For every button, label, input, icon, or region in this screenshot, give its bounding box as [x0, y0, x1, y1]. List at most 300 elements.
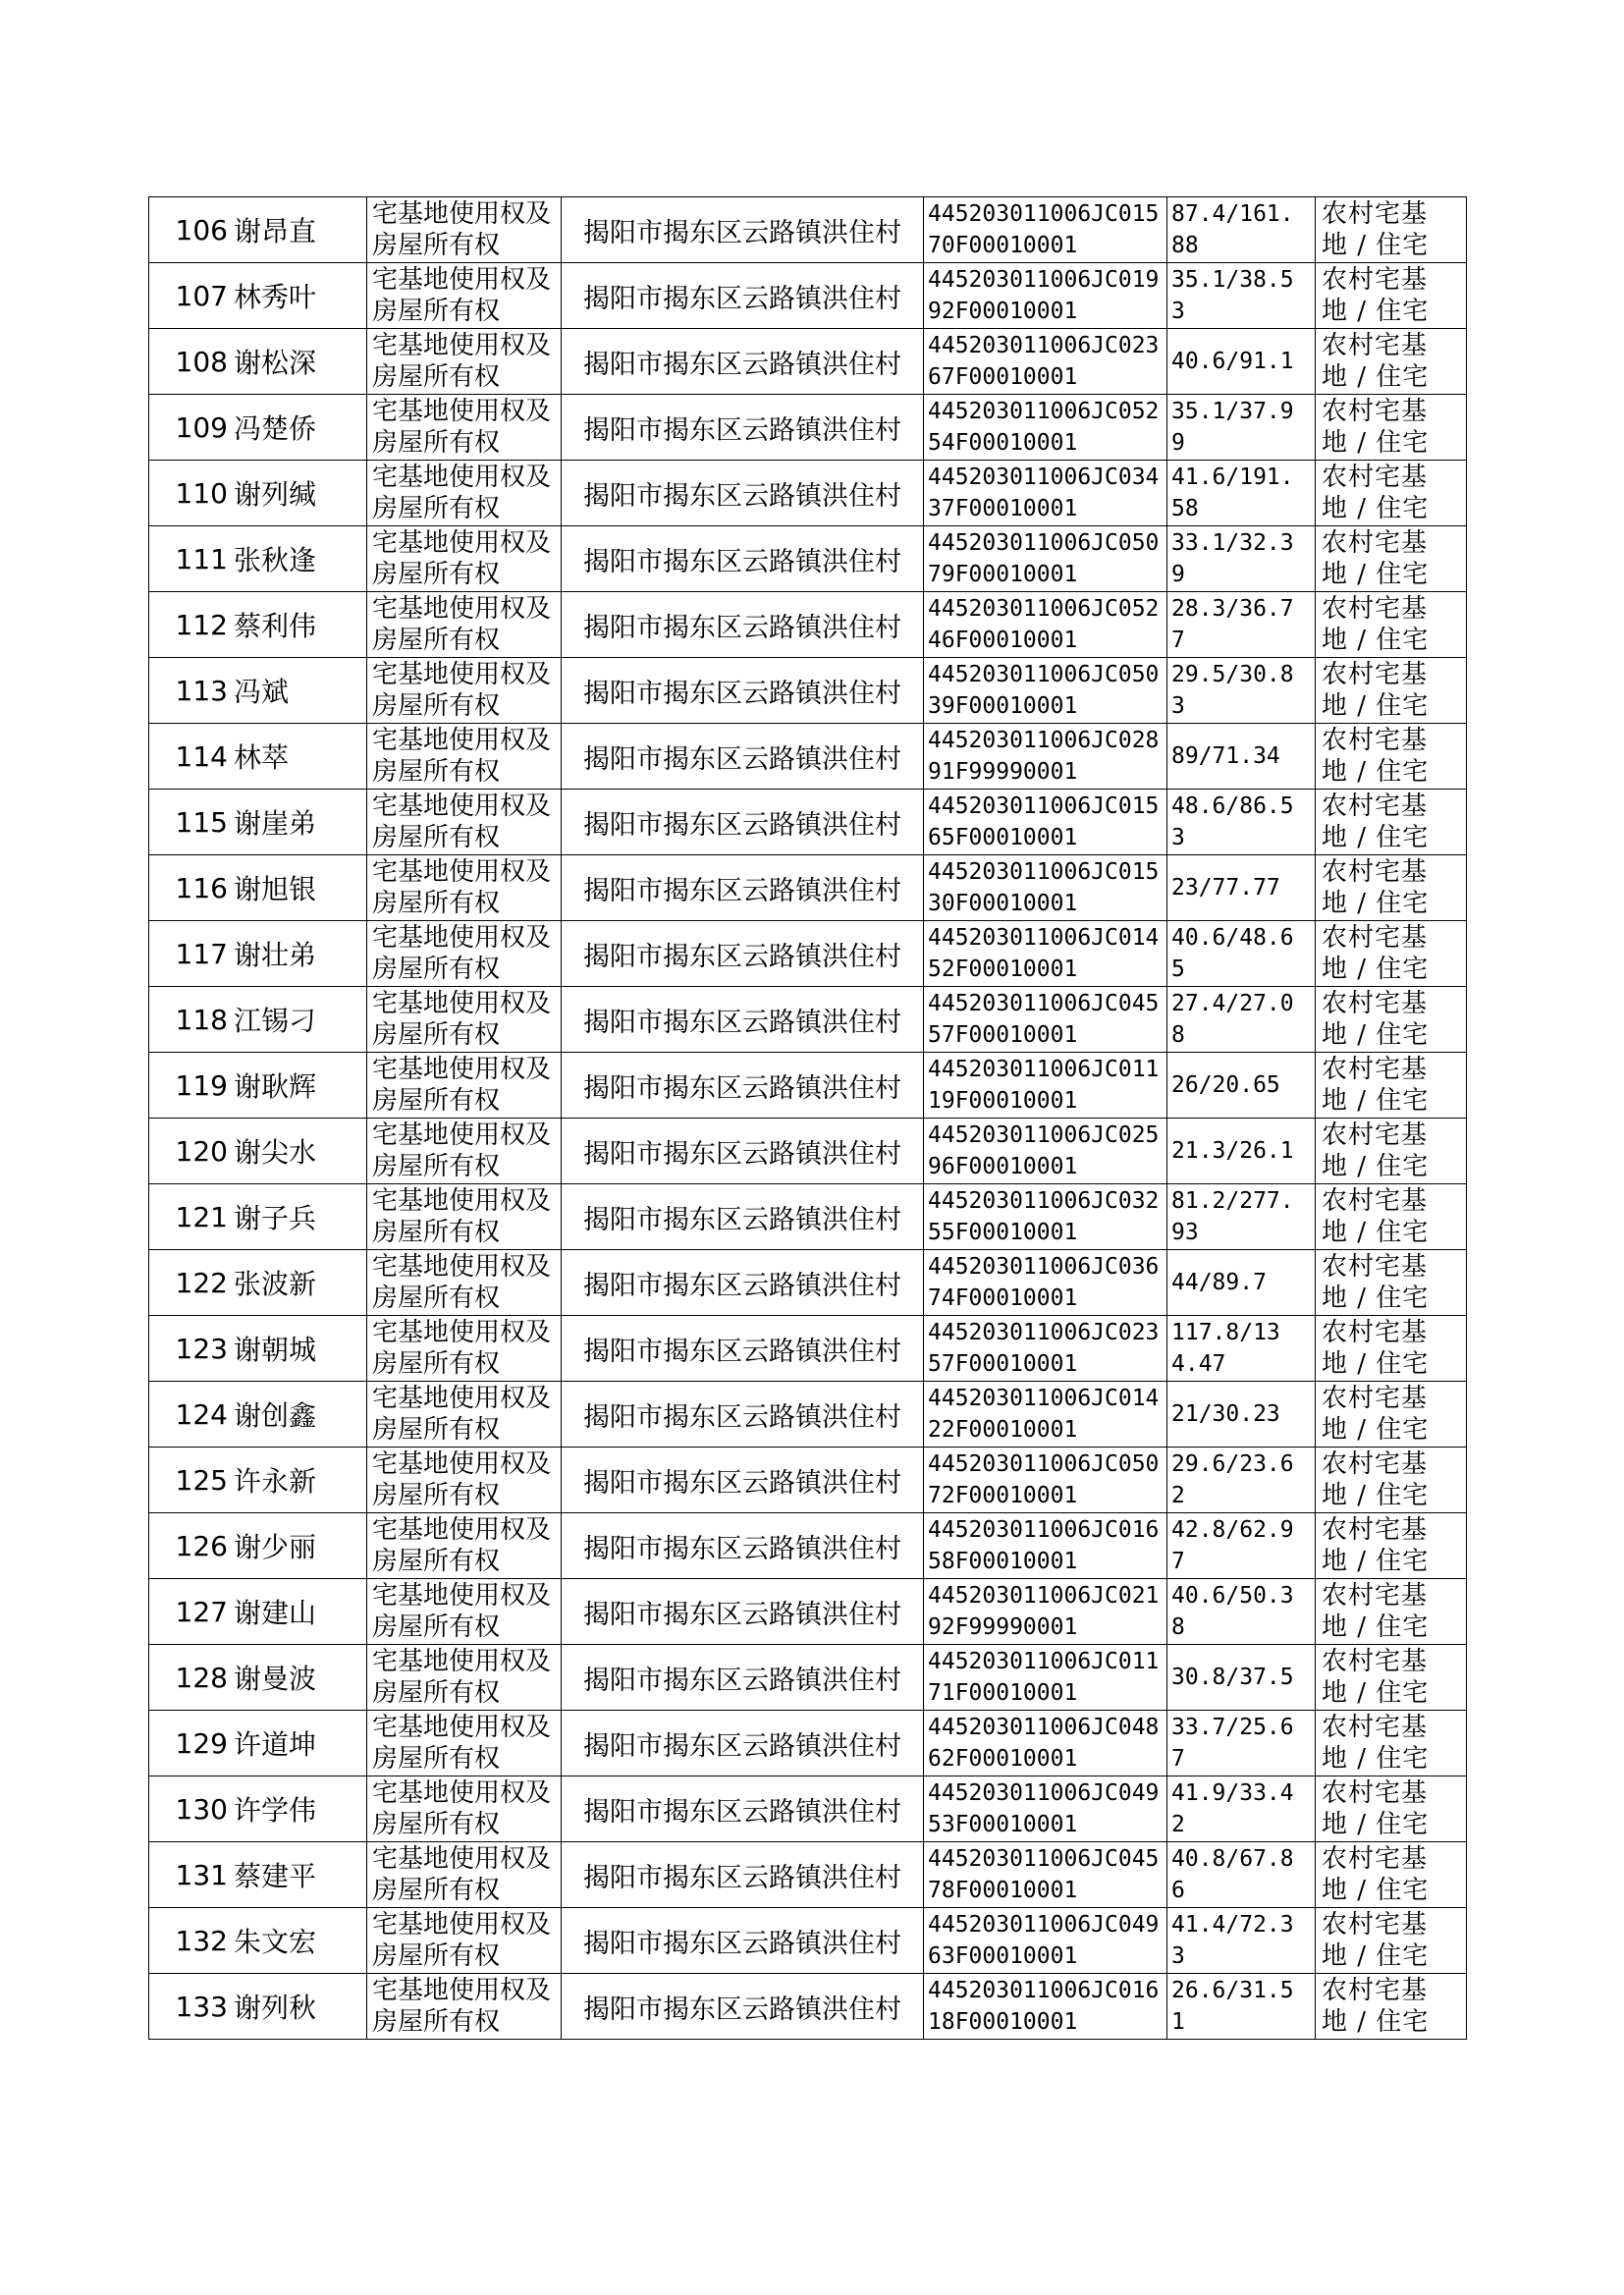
- location-cell: 揭阳市揭东区云路镇洪住村: [562, 461, 924, 526]
- owner-name-cell: 许道坤: [231, 1711, 367, 1776]
- unit-code-text: 445203011006JC02891F99990001: [928, 728, 1160, 785]
- row-number-cell: 124: [149, 1382, 232, 1448]
- row-number-cell: 133: [149, 1974, 232, 2040]
- area-text: 21.3/26.1: [1171, 1138, 1294, 1164]
- land-use-text: 农村宅基地 / 住宅: [1322, 1186, 1430, 1247]
- land-use-cell: [1316, 790, 1467, 855]
- unit-code-cell: [924, 329, 1167, 395]
- row-number-cell: 108: [149, 329, 232, 395]
- unit-code-text: 445203011006JC05072F00010001: [928, 1451, 1160, 1508]
- row-number-cell: 120: [149, 1119, 232, 1184]
- owner-name-cell: 谢崖弟: [231, 790, 367, 855]
- unit-code-cell: [924, 1711, 1167, 1776]
- table-row: [149, 1908, 1467, 1974]
- location-cell: 揭阳市揭东区云路镇洪住村: [562, 1908, 924, 1974]
- area-cell: [1167, 1316, 1316, 1382]
- row-number-cell: 113: [149, 658, 232, 724]
- table-row: [149, 1250, 1467, 1316]
- owner-name-cell: 许学伟: [231, 1776, 367, 1842]
- unit-code-cell: [924, 1513, 1167, 1579]
- land-use-text: 农村宅基地 / 住宅: [1322, 1055, 1430, 1116]
- table-row: [149, 1974, 1467, 2040]
- table-row: [149, 1711, 1467, 1776]
- owner-name-cell: 林萃: [231, 724, 367, 790]
- row-number-cell: 111: [149, 526, 232, 592]
- location-cell: 揭阳市揭东区云路镇洪住村: [562, 921, 924, 987]
- area-cell: [1167, 461, 1316, 526]
- area-text: 35.1/38.53: [1171, 267, 1294, 324]
- owner-name-cell: 蔡建平: [231, 1842, 367, 1908]
- area-cell: [1167, 197, 1316, 263]
- owner-name-cell: 许永新: [231, 1448, 367, 1513]
- area-text: 81.2/277.93: [1171, 1188, 1294, 1245]
- row-number-cell: 129: [149, 1711, 232, 1776]
- right-type-cell: 宅基地使用权及房屋所有权: [367, 790, 562, 855]
- area-text: 30.8/37.5: [1171, 1665, 1294, 1690]
- right-type-cell: 宅基地使用权及房屋所有权: [367, 461, 562, 526]
- registration-table: [148, 196, 1467, 2040]
- row-number-cell: 132: [149, 1908, 232, 1974]
- unit-code-cell: [924, 658, 1167, 724]
- owner-name-cell: 朱文宏: [231, 1908, 367, 1974]
- table-row: [149, 658, 1467, 724]
- right-type-cell: 宅基地使用权及房屋所有权: [367, 263, 562, 329]
- land-use-text: 农村宅基地 / 住宅: [1322, 989, 1430, 1050]
- unit-code-cell: [924, 1974, 1167, 2040]
- land-use-cell: [1316, 1711, 1467, 1776]
- unit-code-cell: [924, 1184, 1167, 1250]
- row-number-cell: 122: [149, 1250, 232, 1316]
- unit-code-cell: [924, 855, 1167, 921]
- row-number-cell: 107: [149, 263, 232, 329]
- land-use-text: 农村宅基地 / 住宅: [1322, 1778, 1430, 1839]
- area-text: 41.9/33.42: [1171, 1780, 1294, 1837]
- unit-code-cell: [924, 1316, 1167, 1382]
- land-use-text: 农村宅基地 / 住宅: [1322, 726, 1430, 787]
- location-cell: 揭阳市揭东区云路镇洪住村: [562, 263, 924, 329]
- owner-name-cell: 谢创鑫: [231, 1382, 367, 1448]
- area-text: 33.7/25.67: [1171, 1715, 1294, 1772]
- area-text: 33.1/32.39: [1171, 530, 1294, 587]
- land-use-cell: [1316, 921, 1467, 987]
- unit-code-text: 445203011006JC04862F00010001: [928, 1715, 1160, 1772]
- unit-code-cell: [924, 1842, 1167, 1908]
- area-cell: [1167, 1776, 1316, 1842]
- area-text: 26.6/31.51: [1171, 1978, 1294, 2035]
- land-use-text: 农村宅基地 / 住宅: [1322, 1844, 1430, 1905]
- area-text: 117.8/134.47: [1171, 1320, 1280, 1377]
- row-number-cell: 109: [149, 395, 232, 461]
- unit-code-text: 445203011006JC03674F00010001: [928, 1254, 1160, 1311]
- location-cell: 揭阳市揭东区云路镇洪住村: [562, 724, 924, 790]
- land-use-cell: [1316, 395, 1467, 461]
- unit-code-text: 445203011006JC02357F00010001: [928, 1320, 1160, 1377]
- area-cell: [1167, 1513, 1316, 1579]
- location-cell: 揭阳市揭东区云路镇洪住村: [562, 1448, 924, 1513]
- right-type-cell: 宅基地使用权及房屋所有权: [367, 526, 562, 592]
- land-use-text: 农村宅基地 / 住宅: [1322, 199, 1430, 260]
- table-row: [149, 1645, 1467, 1711]
- unit-code-text: 445203011006JC02192F99990001: [928, 1583, 1160, 1640]
- owner-name-cell: 谢建山: [231, 1579, 367, 1645]
- owner-name-cell: 谢尖水: [231, 1119, 367, 1184]
- location-cell: 揭阳市揭东区云路镇洪住村: [562, 855, 924, 921]
- row-number-cell: 126: [149, 1513, 232, 1579]
- unit-code-text: 445203011006JC01565F00010001: [928, 793, 1160, 850]
- land-use-text: 农村宅基地 / 住宅: [1322, 265, 1430, 326]
- row-number-cell: 112: [149, 592, 232, 658]
- area-cell: [1167, 1645, 1316, 1711]
- area-cell: [1167, 1448, 1316, 1513]
- location-cell: 揭阳市揭东区云路镇洪住村: [562, 1316, 924, 1382]
- area-text: 44/89.7: [1171, 1270, 1267, 1295]
- area-text: 42.8/62.97: [1171, 1517, 1294, 1574]
- table-row: [149, 1776, 1467, 1842]
- table-row: [149, 724, 1467, 790]
- area-text: 87.4/161.88: [1171, 201, 1294, 258]
- table-row: [149, 395, 1467, 461]
- table-row: [149, 1448, 1467, 1513]
- right-type-cell: 宅基地使用权及房屋所有权: [367, 1513, 562, 1579]
- unit-code-cell: [924, 1908, 1167, 1974]
- unit-code-cell: [924, 1776, 1167, 1842]
- table-row: [149, 263, 1467, 329]
- unit-code-cell: [924, 592, 1167, 658]
- table-row: [149, 461, 1467, 526]
- unit-code-text: 445203011006JC01452F00010001: [928, 925, 1160, 982]
- land-use-text: 农村宅基地 / 住宅: [1322, 1449, 1430, 1510]
- unit-code-cell: [924, 1250, 1167, 1316]
- unit-code-text: 445203011006JC02367F00010001: [928, 333, 1160, 390]
- table-row: [149, 1119, 1467, 1184]
- table-row: [149, 526, 1467, 592]
- row-number-cell: 127: [149, 1579, 232, 1645]
- unit-code-text: 445203011006JC01992F00010001: [928, 267, 1160, 324]
- land-use-cell: [1316, 461, 1467, 526]
- table-row: [149, 1053, 1467, 1119]
- land-use-cell: [1316, 1250, 1467, 1316]
- area-cell: [1167, 395, 1316, 461]
- area-text: 40.6/91.1: [1171, 349, 1294, 374]
- row-number-cell: 119: [149, 1053, 232, 1119]
- row-number-cell: 123: [149, 1316, 232, 1382]
- unit-code-cell: [924, 1579, 1167, 1645]
- table-row: [149, 1184, 1467, 1250]
- unit-code-text: 445203011006JC01119F00010001: [928, 1057, 1160, 1114]
- land-use-text: 农村宅基地 / 住宅: [1322, 1318, 1430, 1379]
- right-type-cell: 宅基地使用权及房屋所有权: [367, 1119, 562, 1184]
- owner-name-cell: 谢松深: [231, 329, 367, 395]
- right-type-cell: 宅基地使用权及房屋所有权: [367, 592, 562, 658]
- unit-code-text: 445203011006JC05079F00010001: [928, 530, 1160, 587]
- land-use-cell: [1316, 658, 1467, 724]
- table-row: [149, 1579, 1467, 1645]
- unit-code-text: 445203011006JC01570F00010001: [928, 201, 1160, 258]
- area-text: 29.5/30.83: [1171, 662, 1294, 719]
- owner-name-cell: 冯斌: [231, 658, 367, 724]
- area-cell: [1167, 1842, 1316, 1908]
- table-row: [149, 1842, 1467, 1908]
- area-cell: [1167, 1250, 1316, 1316]
- right-type-cell: 宅基地使用权及房屋所有权: [367, 1448, 562, 1513]
- area-cell: [1167, 1184, 1316, 1250]
- unit-code-cell: [924, 1053, 1167, 1119]
- land-use-text: 农村宅基地 / 住宅: [1322, 1515, 1430, 1576]
- unit-code-cell: [924, 461, 1167, 526]
- right-type-cell: 宅基地使用权及房屋所有权: [367, 1579, 562, 1645]
- owner-name-cell: 江锡刁: [231, 987, 367, 1053]
- right-type-cell: 宅基地使用权及房屋所有权: [367, 1316, 562, 1382]
- owner-name-cell: 谢曼波: [231, 1645, 367, 1711]
- land-use-cell: [1316, 987, 1467, 1053]
- area-text: 28.3/36.77: [1171, 596, 1294, 653]
- area-text: 23/77.77: [1171, 875, 1280, 901]
- location-cell: 揭阳市揭东区云路镇洪住村: [562, 1184, 924, 1250]
- land-use-text: 农村宅基地 / 住宅: [1322, 1976, 1430, 2037]
- land-use-cell: [1316, 197, 1467, 263]
- row-number-cell: 117: [149, 921, 232, 987]
- land-use-text: 农村宅基地 / 住宅: [1322, 331, 1430, 392]
- area-text: 41.6/191.58: [1171, 464, 1294, 521]
- unit-code-text: 445203011006JC01422F00010001: [928, 1386, 1160, 1443]
- land-use-text: 农村宅基地 / 住宅: [1322, 923, 1430, 984]
- owner-name-cell: 谢朝城: [231, 1316, 367, 1382]
- area-cell: [1167, 1119, 1316, 1184]
- land-use-text: 农村宅基地 / 住宅: [1322, 792, 1430, 852]
- unit-code-text: 445203011006JC01530F00010001: [928, 859, 1160, 916]
- right-type-cell: 宅基地使用权及房屋所有权: [367, 1776, 562, 1842]
- land-use-cell: [1316, 1053, 1467, 1119]
- owner-name-cell: 谢子兵: [231, 1184, 367, 1250]
- area-cell: [1167, 1382, 1316, 1448]
- row-number-cell: 116: [149, 855, 232, 921]
- area-cell: [1167, 987, 1316, 1053]
- unit-code-text: 445203011006JC01658F00010001: [928, 1517, 1160, 1574]
- area-text: 29.6/23.62: [1171, 1451, 1294, 1508]
- location-cell: 揭阳市揭东区云路镇洪住村: [562, 1776, 924, 1842]
- right-type-cell: 宅基地使用权及房屋所有权: [367, 329, 562, 395]
- location-cell: 揭阳市揭东区云路镇洪住村: [562, 658, 924, 724]
- area-cell: [1167, 263, 1316, 329]
- area-cell: [1167, 790, 1316, 855]
- row-number-cell: 128: [149, 1645, 232, 1711]
- unit-code-text: 445203011006JC05254F00010001: [928, 399, 1160, 456]
- location-cell: 揭阳市揭东区云路镇洪住村: [562, 395, 924, 461]
- right-type-cell: 宅基地使用权及房屋所有权: [367, 1645, 562, 1711]
- unit-code-cell: [924, 263, 1167, 329]
- right-type-cell: 宅基地使用权及房屋所有权: [367, 1711, 562, 1776]
- unit-code-cell: [924, 987, 1167, 1053]
- unit-code-text: 445203011006JC04578F00010001: [928, 1846, 1160, 1903]
- area-cell: [1167, 592, 1316, 658]
- land-use-cell: [1316, 1513, 1467, 1579]
- land-use-text: 农村宅基地 / 住宅: [1322, 528, 1430, 589]
- location-cell: 揭阳市揭东区云路镇洪住村: [562, 790, 924, 855]
- row-number-cell: 125: [149, 1448, 232, 1513]
- right-type-cell: 宅基地使用权及房屋所有权: [367, 1184, 562, 1250]
- right-type-cell: 宅基地使用权及房屋所有权: [367, 987, 562, 1053]
- area-text: 40.6/50.38: [1171, 1583, 1294, 1640]
- area-cell: [1167, 1053, 1316, 1119]
- unit-code-cell: [924, 790, 1167, 855]
- unit-code-text: 445203011006JC04557F00010001: [928, 991, 1160, 1048]
- land-use-text: 农村宅基地 / 住宅: [1322, 1910, 1430, 1971]
- location-cell: 揭阳市揭东区云路镇洪住村: [562, 1974, 924, 2040]
- area-cell: [1167, 329, 1316, 395]
- unit-code-text: 445203011006JC05039F00010001: [928, 662, 1160, 719]
- row-number-cell: 115: [149, 790, 232, 855]
- owner-name-cell: 蔡利伟: [231, 592, 367, 658]
- right-type-cell: 宅基地使用权及房屋所有权: [367, 1382, 562, 1448]
- unit-code-cell: [924, 921, 1167, 987]
- owner-name-cell: 谢耿辉: [231, 1053, 367, 1119]
- row-number-cell: 106: [149, 197, 232, 263]
- area-cell: [1167, 1974, 1316, 2040]
- location-cell: 揭阳市揭东区云路镇洪住村: [562, 1645, 924, 1711]
- land-use-cell: [1316, 1382, 1467, 1448]
- table-row: [149, 921, 1467, 987]
- location-cell: 揭阳市揭东区云路镇洪住村: [562, 526, 924, 592]
- land-use-cell: [1316, 1119, 1467, 1184]
- land-use-text: 农村宅基地 / 住宅: [1322, 1713, 1430, 1774]
- land-use-cell: [1316, 855, 1467, 921]
- table-row: [149, 1513, 1467, 1579]
- table-row: [149, 1316, 1467, 1382]
- land-use-cell: [1316, 1316, 1467, 1382]
- area-cell: [1167, 1711, 1316, 1776]
- unit-code-cell: [924, 1119, 1167, 1184]
- owner-name-cell: 谢少丽: [231, 1513, 367, 1579]
- land-use-text: 农村宅基地 / 住宅: [1322, 660, 1430, 721]
- land-use-cell: [1316, 1579, 1467, 1645]
- row-number-cell: 130: [149, 1776, 232, 1842]
- owner-name-cell: 谢列缄: [231, 461, 367, 526]
- right-type-cell: 宅基地使用权及房屋所有权: [367, 1842, 562, 1908]
- land-use-cell: [1316, 1842, 1467, 1908]
- location-cell: 揭阳市揭东区云路镇洪住村: [562, 1842, 924, 1908]
- owner-name-cell: 谢壮弟: [231, 921, 367, 987]
- unit-code-text: 445203011006JC03255F00010001: [928, 1188, 1160, 1245]
- unit-code-text: 445203011006JC01171F00010001: [928, 1649, 1160, 1706]
- area-text: 41.4/72.33: [1171, 1912, 1294, 1969]
- area-cell: [1167, 1908, 1316, 1974]
- table-body: [149, 197, 1467, 2040]
- owner-name-cell: 张秋逢: [231, 526, 367, 592]
- land-use-text: 农村宅基地 / 住宅: [1322, 857, 1430, 918]
- land-use-cell: [1316, 1908, 1467, 1974]
- unit-code-cell: [924, 1645, 1167, 1711]
- land-use-cell: [1316, 1776, 1467, 1842]
- right-type-cell: 宅基地使用权及房屋所有权: [367, 1053, 562, 1119]
- area-text: 26/20.65: [1171, 1072, 1280, 1098]
- unit-code-cell: [924, 197, 1167, 263]
- area-text: 48.6/86.53: [1171, 793, 1294, 850]
- land-use-cell: [1316, 263, 1467, 329]
- right-type-cell: 宅基地使用权及房屋所有权: [367, 658, 562, 724]
- land-use-cell: [1316, 526, 1467, 592]
- land-use-cell: [1316, 1448, 1467, 1513]
- location-cell: 揭阳市揭东区云路镇洪住村: [562, 197, 924, 263]
- unit-code-cell: [924, 1382, 1167, 1448]
- right-type-cell: 宅基地使用权及房屋所有权: [367, 921, 562, 987]
- area-cell: [1167, 724, 1316, 790]
- table-row: [149, 855, 1467, 921]
- unit-code-text: 445203011006JC02596F00010001: [928, 1122, 1160, 1179]
- land-use-cell: [1316, 724, 1467, 790]
- row-number-cell: 131: [149, 1842, 232, 1908]
- table-row: [149, 329, 1467, 395]
- land-use-text: 农村宅基地 / 住宅: [1322, 397, 1430, 458]
- area-text: 35.1/37.99: [1171, 399, 1294, 456]
- table-row: [149, 197, 1467, 263]
- unit-code-cell: [924, 1448, 1167, 1513]
- unit-code-text: 445203011006JC04963F00010001: [928, 1912, 1160, 1969]
- land-use-text: 农村宅基地 / 住宅: [1322, 1647, 1430, 1708]
- row-number-cell: 118: [149, 987, 232, 1053]
- land-use-cell: [1316, 1645, 1467, 1711]
- land-use-cell: [1316, 1184, 1467, 1250]
- owner-name-cell: 冯楚侨: [231, 395, 367, 461]
- location-cell: 揭阳市揭东区云路镇洪住村: [562, 1513, 924, 1579]
- table-row: [149, 592, 1467, 658]
- right-type-cell: 宅基地使用权及房屋所有权: [367, 1250, 562, 1316]
- right-type-cell: 宅基地使用权及房屋所有权: [367, 395, 562, 461]
- location-cell: 揭阳市揭东区云路镇洪住村: [562, 1053, 924, 1119]
- owner-name-cell: 谢昂直: [231, 197, 367, 263]
- right-type-cell: 宅基地使用权及房屋所有权: [367, 1908, 562, 1974]
- land-use-text: 农村宅基地 / 住宅: [1322, 463, 1430, 523]
- row-number-cell: 121: [149, 1184, 232, 1250]
- right-type-cell: 宅基地使用权及房屋所有权: [367, 1974, 562, 2040]
- location-cell: 揭阳市揭东区云路镇洪住村: [562, 592, 924, 658]
- unit-code-text: 445203011006JC04953F00010001: [928, 1780, 1160, 1837]
- right-type-cell: 宅基地使用权及房屋所有权: [367, 197, 562, 263]
- row-number-cell: 110: [149, 461, 232, 526]
- area-text: 89/71.34: [1171, 743, 1280, 769]
- area-cell: [1167, 855, 1316, 921]
- area-cell: [1167, 658, 1316, 724]
- land-use-cell: [1316, 329, 1467, 395]
- land-use-cell: [1316, 592, 1467, 658]
- location-cell: 揭阳市揭东区云路镇洪住村: [562, 1579, 924, 1645]
- right-type-cell: 宅基地使用权及房屋所有权: [367, 724, 562, 790]
- unit-code-text: 445203011006JC01618F00010001: [928, 1978, 1160, 2035]
- land-use-text: 农村宅基地 / 住宅: [1322, 1120, 1430, 1181]
- location-cell: 揭阳市揭东区云路镇洪住村: [562, 1711, 924, 1776]
- unit-code-text: 445203011006JC05246F00010001: [928, 596, 1160, 653]
- land-use-cell: [1316, 1974, 1467, 2040]
- unit-code-cell: [924, 526, 1167, 592]
- right-type-cell: 宅基地使用权及房屋所有权: [367, 855, 562, 921]
- owner-name-cell: 谢旭银: [231, 855, 367, 921]
- area-text: 21/30.23: [1171, 1401, 1280, 1427]
- table-row: [149, 987, 1467, 1053]
- area-cell: [1167, 1579, 1316, 1645]
- owner-name-cell: 谢列秋: [231, 1974, 367, 2040]
- area-text: 40.6/48.65: [1171, 925, 1294, 982]
- land-use-text: 农村宅基地 / 住宅: [1322, 1581, 1430, 1642]
- area-text: 27.4/27.08: [1171, 991, 1294, 1048]
- owner-name-cell: 张波新: [231, 1250, 367, 1316]
- unit-code-cell: [924, 395, 1167, 461]
- owner-name-cell: 林秀叶: [231, 263, 367, 329]
- location-cell: 揭阳市揭东区云路镇洪住村: [562, 1250, 924, 1316]
- area-cell: [1167, 921, 1316, 987]
- area-text: 40.8/67.86: [1171, 1846, 1294, 1903]
- location-cell: 揭阳市揭东区云路镇洪住村: [562, 1119, 924, 1184]
- row-number-cell: 114: [149, 724, 232, 790]
- location-cell: 揭阳市揭东区云路镇洪住村: [562, 1382, 924, 1448]
